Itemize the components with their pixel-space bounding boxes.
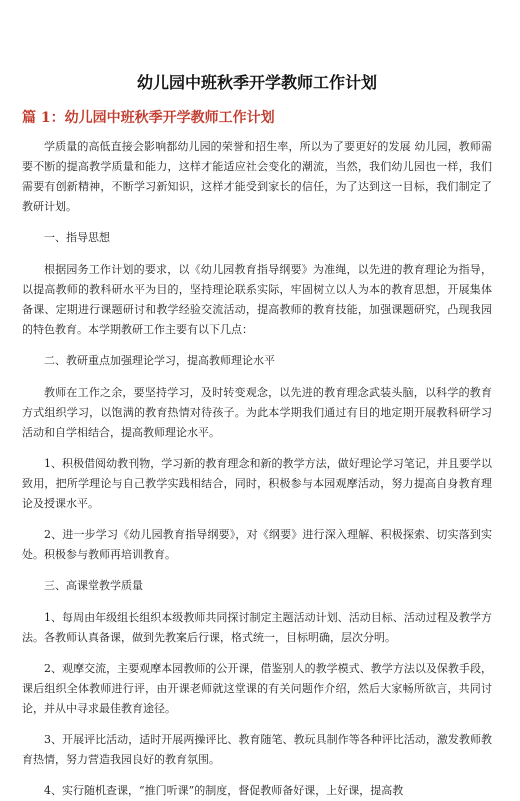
- list-item-reading: 1、积极借阅幼教刊物，学习新的教育理念和新的教学方法，做好理论学习笔记，并且要学以致用，把所学理论与自己教学实践相结合，同时，积极参与本园观摩活动，努力提高自身教育理论及授课水平。: [22, 457, 492, 510]
- heading-guiding-ideology: 一、指导思想: [44, 231, 110, 244]
- list-item-weekly-planning: 1、每周由年级组长组织本级教师共同探讨制定主题活动计划、活动目标、活动过程及教学方法。各教师认真备课，做到先教案后行课，格式统一，目标明确，层次分明。: [22, 611, 492, 644]
- paragraph-research-focus: 教师在工作之余，要坚持学习，及时转变观念，以先进的教育理念武装头脑，以科学的教育方式组织学习，以饱满的教育热情对待孩子。为此本学期我们通过有目的地定期开展教科研学习活动和自学相结合，提高教师理论水平。: [22, 386, 492, 439]
- heading-research-focus: 二、教研重点加强理论学习，提高教师理论水平: [44, 354, 275, 367]
- intro-paragraph: 学质量的高低直接会影响都幼儿园的荣誉和招生率，所以为了要更好的发展 幼儿园，教师需要不断的提高教学质量和能力，这样才能适应社会变化的潮流，当然，我们幼儿园也一样，我们需要有创新精神，不断学习新知识，这样才能受到家长的信任，为了达到这一目标，我们制定了教研计划。: [22, 140, 492, 213]
- list-item-guidelines-study: 2、进一步学习《幼儿园教育指导纲要》，对《纲要》进行深入理解、积极探索、切实落到实处。积极参与教师再培训教育。: [22, 528, 492, 561]
- section-title: 篇 1：幼儿园中班秋季开学教师工作计划: [22, 110, 275, 126]
- list-item-observation: 2、观摩交流，主要观摩本园教师的公开课，借鉴别人的教学模式、教学方法以及保教手段，课后组织全体教师进行评，由开课老师就这堂课的有关问题作介绍，然后大家畅所欲言，共同讨论，并从中寻求最佳教育途径。: [22, 662, 492, 715]
- document-title: 幼儿园中班秋季开学教师工作计划: [136, 73, 377, 92]
- list-item-random-inspection: 4、实行随机查课，“推门听课”的制度，督促教师备好课，上好课，提高教: [44, 784, 404, 797]
- list-item-competitions: 3、开展评比活动，适时开展两操评比、教育随笔、教玩具制作等各种评比活动，激发教师教育热情，努力营造我园良好的教育氛围。: [22, 733, 492, 766]
- document-body: [22, 137, 492, 801]
- heading-teaching-quality: 三、高课堂教学质量: [44, 579, 143, 592]
- paragraph-guiding-ideology: 根据园务工作计划的要求，以《幼儿园教育指导纲要》为准绳，以先进的教育理论为指导，以提高教师的教科研水平为目的，坚持理论联系实际，牢固树立以人为本的教育思想，开展集体备课、定期进行课题研讨和教学经验交流活动，提高教师的教育技能，加强课题研究，凸现我园的特色教育。本学期教研工作主要有以下几点：: [22, 263, 492, 336]
